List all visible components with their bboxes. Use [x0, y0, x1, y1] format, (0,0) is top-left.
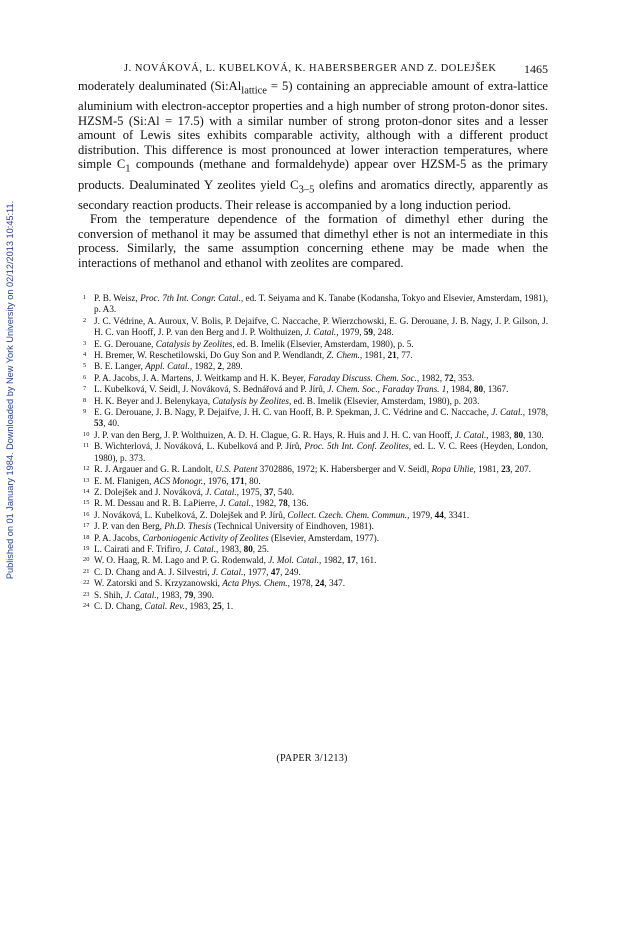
reference-text: C. D. Chang, Catal. Rev., 1983, 25, 1. [94, 600, 234, 611]
reference-text: E. G. Derouane, Catalysis by Zeolites, ed. B. Imelik (Elsevier, Amsterdam, 1980), p. 5. [94, 338, 414, 349]
reference-number: 18 [83, 533, 90, 541]
body-text [78, 79, 548, 271]
reference-item [83, 487, 548, 498]
reference-number: 9 [83, 408, 87, 416]
reference-number: 2 [83, 316, 87, 324]
reference-item [83, 373, 548, 384]
reference-text: L. Kubelková, V. Seidl, J. Nováková, S. Bednářová and P. Jírů, J. Chem. Soc., Faraday Trans. 1, 1984, 80, 1367. [94, 384, 509, 395]
reference-number: 16 [83, 510, 90, 518]
reference-text: P. A. Jacobs, J. A. Martens, J. Weitkamp and H. K. Beyer, Faraday Discuss. Chem. Soc., 1982, 72, 353. [94, 372, 475, 383]
reference-number: 24 [83, 601, 90, 609]
reference-number: 14 [83, 487, 90, 495]
reference-text: J. P. van den Berg, Ph.D. Thesis (Technical University of Eindhoven, 1981). [94, 521, 374, 532]
reference-item [83, 578, 548, 589]
reference-item [83, 510, 548, 521]
download-watermark-text: Published on 01 January 1984. Downloaded by New York University on 02/12/2013 10:45:11. [5, 200, 15, 580]
reference-item [83, 430, 548, 441]
reference-item [83, 590, 548, 601]
running-head [78, 63, 548, 77]
reference-number: 12 [83, 465, 90, 473]
reference-text: B. Wichterlová, J. Nováková, L. Kubelková and P. Jírů, Proc. 5th Int. Conf. Zeolites, ed. L. V. C. Rees (Heyden, London, 1980), p. 373. [94, 441, 548, 463]
reference-text: J. P. van den Berg, J. P. Wolthuizen, A. D. H. Clague, G. R. Hays, R. Huis and J. H. C. van Hooff, J. Catal., 1983, 80, 130. [94, 429, 544, 440]
reference-text: J. Nováková, L. Kubelková, Z. Dolejšek and P. Jírů, Collect. Czech. Chem. Commun., 1979, 44, 3341. [94, 509, 470, 520]
reference-text: E. M. Flanigen, ACS Monogr., 1976, 171, 80. [94, 475, 261, 486]
body-paragraph: From the temperature dependence of the formation of dimethyl ether during the conversion of methanol it may be assumed that dimethyl ether is not an intermediate in this process. Similarly, the same assumption concerning ethene may be made when the interactions of methanol and ethanol with zeolites are compared. [78, 212, 548, 271]
reference-number: 10 [83, 430, 90, 438]
reference-item [83, 533, 548, 544]
reference-number: 8 [83, 396, 87, 404]
body-paragraph: moderately dealuminated $(Si:Al_{lattice} = 5)$ containing an appreciable amount of extra-lattice aluminium with electron-acceptor properties and a high number of strong proton-donor sites. HZSM-5 (Si:Al = 17.5) with a similar number of strong proton-donor sites and a lesser amount of Lewis sites exhibits comparable activity, although with a different product distribution. This difference is most pronounced at lower interaction temperatures, where simple $C_1$ compounds (methane and formaldehyde) appear over HZSM-5 as the primary products. Dealuminated Y zeolites yield $C_{3-5}$ olefins and aromatics directly, apparently as secondary reaction products. Their release is accompanied by a long induction period. [78, 79, 548, 212]
reference-item [83, 396, 548, 407]
reference-text: P. B. Weisz, Proc. 7th Int. Congr. Catal., ed. T. Seiyama and K. Tanabe (Kodansha, Tokyo and Elsevier, Amsterdam, 1981), p. A3. [94, 293, 548, 315]
download-watermark [2, 150, 18, 630]
reference-text: E. G. Derouane, J. B. Nagy, P. Dejaifve, J. H. C. van Hooff, B. P. Spekman, J. C. Védrine and C. Naccache, J. Catal., 1978, 53, 40. [94, 407, 549, 429]
reference-number: 20 [83, 556, 90, 564]
reference-number: 22 [83, 579, 90, 587]
reference-item [83, 464, 548, 475]
reference-text: J. C. Védrine, A. Auroux, V. Bolis, P. Dejaifve, C. Naccache, P. Wierzchowski, E. G. Derouane, J. B. Nagy, J. P. Gilson, J. H. C. van Hooff, J. P. van den Berg and J. P. Wolthuizen, J. Catal., 1979, 59, 248. [94, 315, 548, 338]
reference-item [83, 544, 548, 555]
reference-item [83, 293, 548, 316]
reference-item [83, 316, 548, 339]
paper-id: (PAPER 3/1213) [276, 753, 348, 764]
reference-number: 1 [83, 294, 87, 301]
reference-number: 17 [83, 522, 90, 530]
reference-number: 21 [83, 567, 90, 575]
reference-number: 7 [83, 385, 87, 393]
reference-text: L. Cairati and F. Trifiro, J. Catal., 1983, 80, 25. [94, 543, 269, 554]
reference-text: H. K. Beyer and J. Belenykaya, Catalysis by Zeolites, ed. B. Imelik (Elsevier, Amsterdam, 1980), p. 203. [94, 395, 480, 406]
reference-number: 5 [83, 362, 87, 370]
reference-item [83, 384, 548, 395]
reference-number: 13 [83, 476, 90, 484]
reference-number: 11 [83, 442, 90, 450]
reference-number: 4 [83, 351, 87, 359]
reference-list [83, 293, 548, 612]
reference-number: 15 [83, 499, 90, 507]
reference-item [83, 555, 548, 566]
reference-number: 3 [83, 339, 87, 347]
reference-item [83, 441, 548, 464]
reference-text: R. M. Dessau and R. B. LaPierre, J. Catal., 1982, 78, 136. [94, 498, 309, 509]
running-head-authors: J. NOVÁKOVÁ, L. KUBELKOVÁ, K. HABERSBERGER AND Z. DOLEJŠEK [124, 63, 497, 74]
reference-text: H. Bremer, W. Reschetilowski, Do Guy Son and P. Wendlandt, Z. Chem., 1981, 21, 77. [94, 350, 413, 361]
reference-number: 19 [83, 544, 90, 552]
reference-text: B. E. Langer, Appl. Catal., 1982, 2, 289. [94, 361, 243, 372]
reference-item [83, 407, 548, 430]
reference-item [83, 350, 548, 361]
reference-text: S. Shih, J. Catal., 1983, 79, 390. [94, 589, 214, 600]
reference-number: 6 [83, 373, 87, 381]
reference-item [83, 498, 548, 509]
reference-item [83, 361, 548, 372]
reference-text: W. O. Haag, R. M. Lago and P. G. Rodenwald, J. Mol. Catal., 1982, 17, 161. [94, 555, 377, 566]
reference-text: W. Zatorski and S. Krzyzanowski, Acta Phys. Chem., 1978, 24, 347. [94, 578, 346, 589]
reference-item [83, 601, 548, 612]
reference-item [83, 339, 548, 350]
reference-item [83, 476, 548, 487]
reference-number: 23 [83, 590, 90, 598]
reference-item [83, 567, 548, 578]
reference-item [83, 521, 548, 532]
reference-text: R. J. Argauer and G. R. Landolt, U.S. Patent 3702886, 1972; K. Habersberger and V. Seidl, Ropa Uhlie, 1981, 23, 207. [94, 464, 531, 475]
page-number: 1465 [524, 62, 548, 76]
reference-text: C. D. Chang and A. J. Silvestri, J. Catal., 1977, 47, 249. [94, 566, 301, 577]
reference-text: Z. Dolejšek and J. Nováková, J. Catal., 1975, 37, 540. [94, 486, 295, 497]
reference-text: P. A. Jacobs, Carboniogenic Activity of Zeolites (Elsevier, Amsterdam, 1977). [94, 532, 380, 543]
